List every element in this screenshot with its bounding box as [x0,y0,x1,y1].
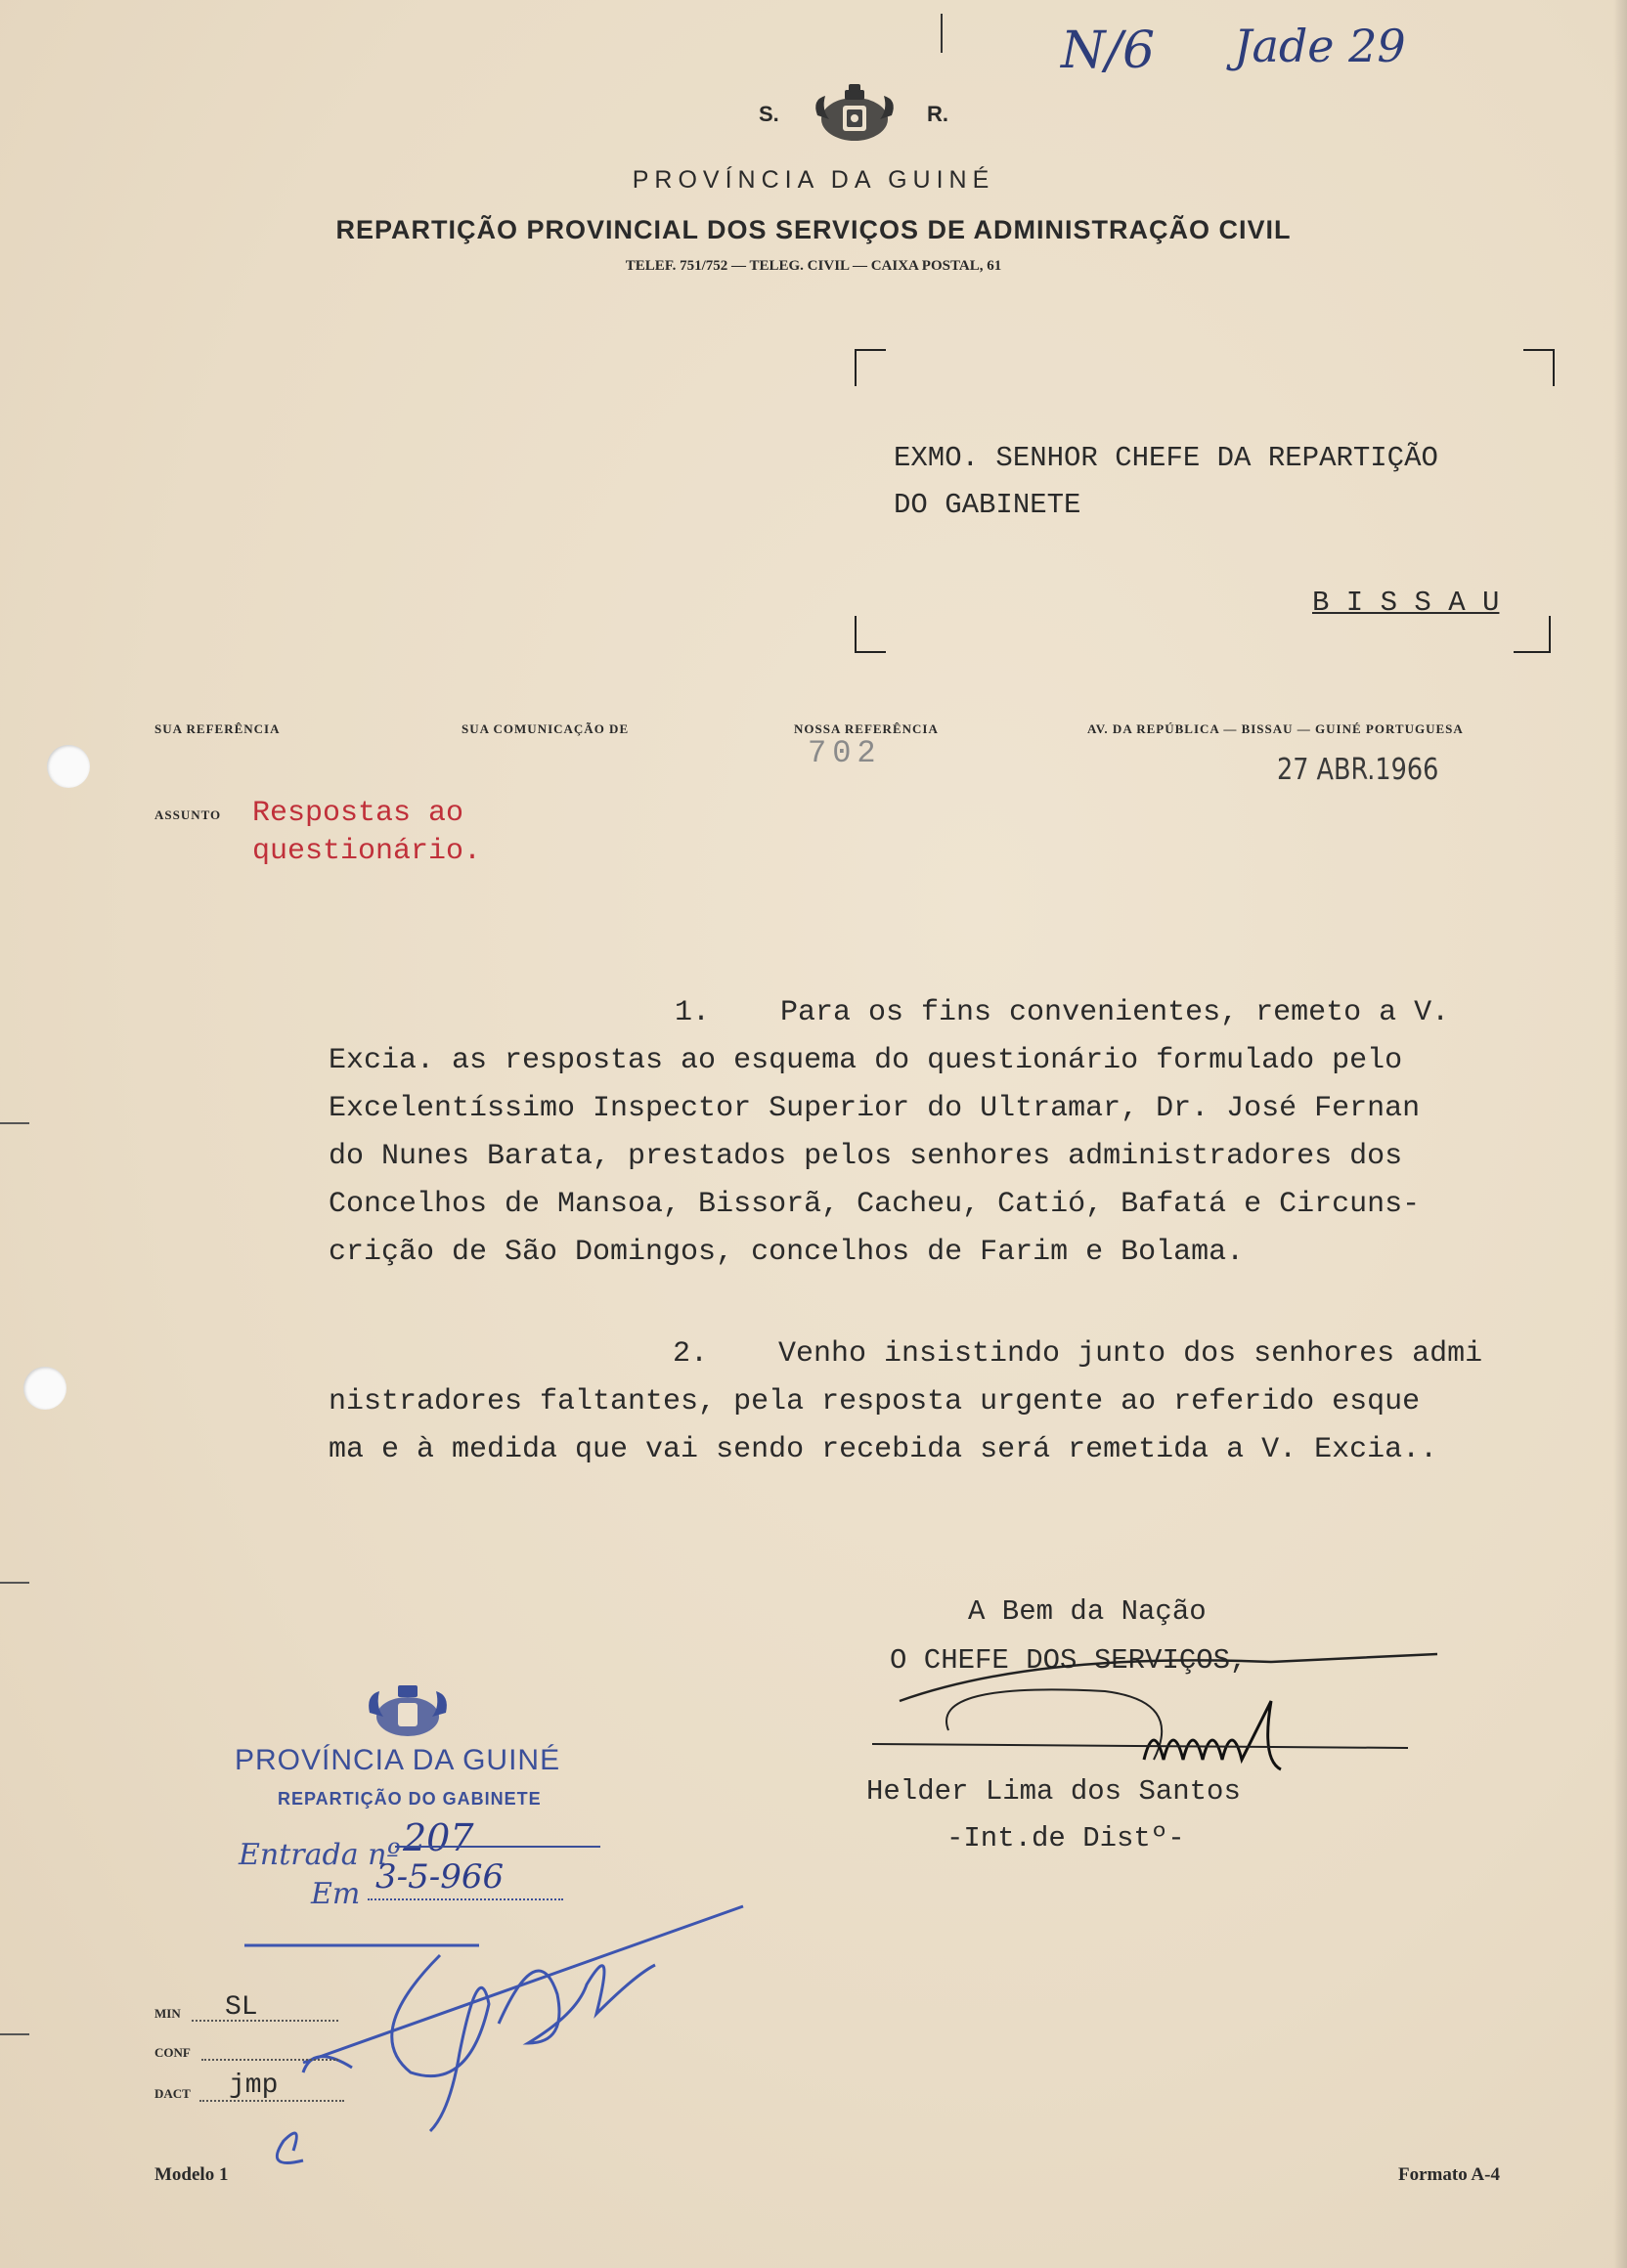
margin-tick-3 [0,2033,29,2035]
paragraph-1-line-5: Concelhos de Mansoa, Bissorã, Cacheu, Catió, Bafatá e Circuns- [329,1188,1421,1221]
sender-address: AV. DA REPÚBLICA — BISSAU — GUINÉ PORTUGUESA [1087,721,1464,736]
recipient-city: B I S S A U [1312,587,1500,619]
subject-line-1: Respostas ao [252,797,464,830]
label-assunto: ASSUNTO [154,807,222,822]
min-value: SL [225,1992,258,2023]
header-r-letter: R. [927,102,948,126]
label-min: MIN [154,2006,181,2021]
header-s-letter: S. [759,102,779,126]
stamp-em-value: 3-5-966 [375,1857,505,1897]
punch-hole-top [47,745,90,788]
format-label: Formato A-4 [1398,2164,1500,2185]
handwritten-note: Jade 29 [1234,20,1406,72]
closing-salutation: A Bem da Nação [968,1595,1207,1628]
stamp-entrada-label: Entrada nº [239,1838,401,1872]
date-stamp: 27 ABR.1966 [1277,753,1439,787]
paragraph-1-line-1: 1. Para os fins convenientes, remeto a V. [675,996,1450,1029]
stamp-department: REPARTIÇÃO DO GABINETE [278,1789,542,1809]
model-label: Modelo 1 [154,2164,229,2185]
paragraph-1-line-6: crição de São Domingos, concelhos de Farim e Bolama. [329,1236,1245,1269]
blue-pen-initials [244,1897,753,2190]
paragraph-2-line-1: 2. Venho insistindo junto dos senhores admi [673,1337,1483,1371]
page-edge-shadow [1613,0,1627,2268]
paragraph-1-line-2: Excia. as respostas ao esquema do questionário formulado pelo [329,1044,1403,1077]
margin-tick-2 [0,1582,29,1584]
stamp-entrada-line [395,1846,600,1848]
conf-dotline [201,2059,338,2061]
stamp-entrada-value: 207 [403,1816,474,1859]
paragraph-1-line-4: do Nunes Barata, prestados pelos senhores administradores dos [329,1140,1403,1173]
paragraph-2-line-3: ma e à medida que vai sendo recebida será remetida a V. Excia.. [329,1433,1438,1466]
address-bracket-top-left [855,349,886,386]
signatory-title: -Int.de Distº- [946,1822,1185,1854]
nossa-referencia-number: 702 [808,735,882,771]
subject-line-2: questionário. [252,835,482,868]
label-sua-comunicacao: SUA COMUNICAÇÃO DE [462,721,630,736]
paragraph-2-line-2: nistradores faltantes, pela resposta urgente ao referido esque [329,1385,1421,1418]
signatory-name: Helder Lima dos Santos [866,1775,1241,1808]
stamp-crest-icon [364,1678,452,1742]
province-title: PROVÍNCIA DA GUINÉ [632,166,995,194]
address-bracket-bottom-left [855,616,886,653]
label-nossa-referencia: NOSSA REFERÊNCIA [794,721,939,736]
recipient-line-1: EXMO. SENHOR CHEFE DA REPARTIÇÃO [894,442,1438,474]
min-dotline [192,2020,338,2022]
label-conf: CONF [154,2045,191,2060]
handwritten-ref-mark: N/6 [1061,22,1156,80]
address-bracket-bottom-right [1514,616,1551,653]
coat-of-arms-icon [810,80,900,149]
margin-tick-1 [0,1122,29,1124]
stamp-province: PROVÍNCIA DA GUINÉ [235,1744,561,1776]
contact-line: TELEF. 751/752 — TELEG. CIVIL — CAIXA POSTAL, 61 [625,258,1002,274]
margin-tick [941,14,943,53]
closing-role: O CHEFE DOS SERVIÇOS, [890,1644,1248,1677]
address-bracket-top-right [1523,349,1555,386]
department-title: REPARTIÇÃO PROVINCIAL DOS SERVIÇOS DE ADMINISTRAÇÃO CIVIL [335,215,1292,244]
dact-value: jmp [229,2071,279,2101]
stamp-em-label: Em [311,1877,361,1911]
punch-hole-bottom [23,1367,66,1410]
recipient-line-2: DO GABINETE [894,489,1081,521]
label-dact: DACT [154,2086,191,2101]
paragraph-1-line-3: Excelentíssimo Inspector Superior do Ultramar, Dr. José Fernan [329,1092,1421,1125]
label-sua-referencia: SUA REFERÊNCIA [154,721,281,736]
